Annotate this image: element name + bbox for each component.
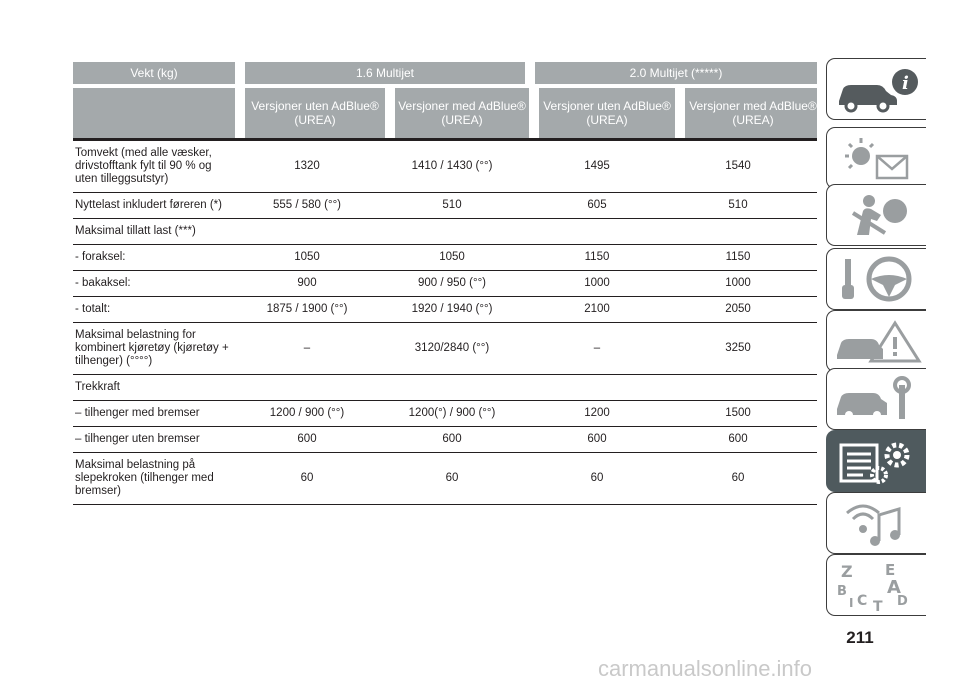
row-value	[237, 375, 377, 400]
svg-text:A: A	[887, 577, 901, 598]
table-row	[73, 193, 817, 219]
page-number: 211	[846, 628, 874, 647]
row-value: 3120/2840 (°°)	[414, 342, 490, 354]
header-16-with-adblue: Versjoner med AdBlue® (UREA)	[398, 99, 526, 127]
safety-airbag-icon	[833, 191, 923, 241]
table-row	[73, 141, 817, 193]
row-value: 60	[590, 472, 604, 484]
svg-text:C: C	[857, 593, 868, 609]
row-value: 1050	[294, 251, 320, 263]
row-value: 1150	[584, 251, 610, 263]
header-engine-16: 1.6 Multijet	[355, 66, 415, 80]
row-value: 1200	[584, 407, 610, 419]
row-label: Trekkraft	[75, 381, 120, 393]
index-icon	[833, 561, 923, 611]
row-value: 1410 / 1430 (°°)	[411, 160, 493, 172]
tab-multimedia[interactable]	[826, 492, 926, 554]
svg-text:i: i	[902, 73, 909, 94]
row-label: Maksimal tillatt last (***)	[75, 225, 196, 237]
tab-index[interactable]	[826, 554, 926, 616]
table-row	[73, 323, 817, 375]
tab-emergency[interactable]	[826, 310, 926, 372]
header-20-with-adblue: Versjoner med AdBlue® (UREA)	[689, 99, 817, 127]
table-header-row-1	[73, 62, 817, 84]
header-empty	[73, 88, 235, 138]
row-label: – tilhenger med bremser	[75, 407, 200, 419]
table-row	[73, 271, 817, 297]
header-weight: Vekt (kg)	[130, 66, 178, 80]
table-body	[73, 141, 817, 505]
header-engine-20: 2.0 Multijet (*****)	[629, 66, 723, 80]
table-row	[73, 219, 817, 245]
row-value: 1500	[725, 407, 751, 419]
row-value: 600	[297, 433, 317, 445]
row-value	[527, 375, 667, 400]
tab-safety[interactable]	[826, 184, 926, 246]
row-value: 1000	[725, 277, 751, 289]
tab-technical-data[interactable]	[826, 430, 926, 492]
row-label: Nyttelast inkludert føreren (*)	[75, 199, 222, 211]
svg-text:Z: Z	[841, 562, 853, 581]
row-value: 3250	[725, 342, 751, 354]
tab-warning-lights[interactable]	[826, 127, 926, 189]
row-value: –	[593, 342, 601, 354]
row-value: 900 / 950 (°°)	[417, 277, 486, 289]
row-label: - bakaksel:	[75, 277, 131, 289]
row-value: 600	[728, 433, 748, 445]
row-value	[237, 219, 377, 244]
warning-lights-icon	[833, 134, 923, 184]
row-value: 1200 / 900 (°°)	[269, 407, 345, 419]
row-value: 2100	[584, 303, 610, 315]
table-row	[73, 427, 817, 453]
row-value: 1495	[584, 160, 610, 172]
row-value: 510	[442, 199, 462, 211]
row-value	[667, 219, 809, 244]
row-value: 510	[728, 199, 748, 211]
table-row	[73, 375, 817, 401]
steering-wheel-key-icon	[833, 255, 923, 305]
row-value	[667, 375, 809, 400]
header-16-without-adblue: Versjoner uten AdBlue® (UREA)	[251, 99, 379, 127]
table-header-row-2	[73, 88, 817, 138]
row-label: Maksimal belastning på slepekroken (tilhenger med bremser)	[75, 459, 214, 497]
row-label: Tomvekt (med alle væsker, drivstofftank fylt til 90 % og uten tilleggsutstyr)	[75, 147, 212, 185]
svg-text:E: E	[885, 561, 896, 579]
row-label: - foraksel:	[75, 251, 126, 263]
car-maintenance-icon	[833, 375, 923, 425]
svg-text:D: D	[897, 594, 908, 609]
row-value: 1000	[584, 277, 610, 289]
row-value: 900	[297, 277, 317, 289]
tab-car-info[interactable]	[826, 58, 926, 120]
row-value: 1875 / 1900 (°°)	[266, 303, 348, 315]
row-value: 60	[300, 472, 314, 484]
row-value: 1200(°) / 900 (°°)	[408, 407, 496, 419]
table-row	[73, 401, 817, 427]
table-row	[73, 453, 817, 505]
watermark: carmanualsonline.info	[598, 656, 813, 681]
row-value: 60	[445, 472, 459, 484]
multimedia-icon	[833, 499, 923, 549]
row-value: 1540	[725, 160, 751, 172]
row-value: 2050	[725, 303, 751, 315]
row-value: 555 / 580 (°°)	[272, 199, 341, 211]
row-value: 600	[587, 433, 607, 445]
row-value: 60	[731, 472, 745, 484]
emergency-crash-icon	[833, 317, 923, 367]
row-value	[377, 219, 527, 244]
row-value: 1150	[725, 251, 751, 263]
svg-text:B: B	[837, 584, 847, 599]
spec-table	[73, 62, 817, 505]
row-label: - totalt:	[75, 303, 111, 315]
svg-text:T: T	[873, 599, 883, 611]
row-value: 1320	[294, 160, 320, 172]
row-label: Maksimal belastning for kombinert kjøretøy (kjøretøy + tilhenger) (°°°°)	[75, 329, 229, 367]
svg-text:I: I	[849, 596, 854, 610]
tab-starting-driving[interactable]	[826, 248, 926, 310]
row-value: 605	[587, 199, 607, 211]
row-label: – tilhenger uten bremser	[75, 433, 200, 445]
row-value	[377, 375, 527, 400]
header-20-without-adblue: Versjoner uten AdBlue® (UREA)	[543, 99, 671, 127]
car-info-icon	[833, 65, 923, 115]
row-value	[527, 219, 667, 244]
row-value: 600	[442, 433, 462, 445]
tab-maintenance[interactable]	[826, 368, 926, 430]
row-value: 1050	[439, 251, 465, 263]
row-value: 1920 / 1940 (°°)	[411, 303, 493, 315]
table-row	[73, 245, 817, 271]
row-value: –	[303, 342, 311, 354]
technical-data-icon	[833, 437, 923, 487]
table-row	[73, 297, 817, 323]
